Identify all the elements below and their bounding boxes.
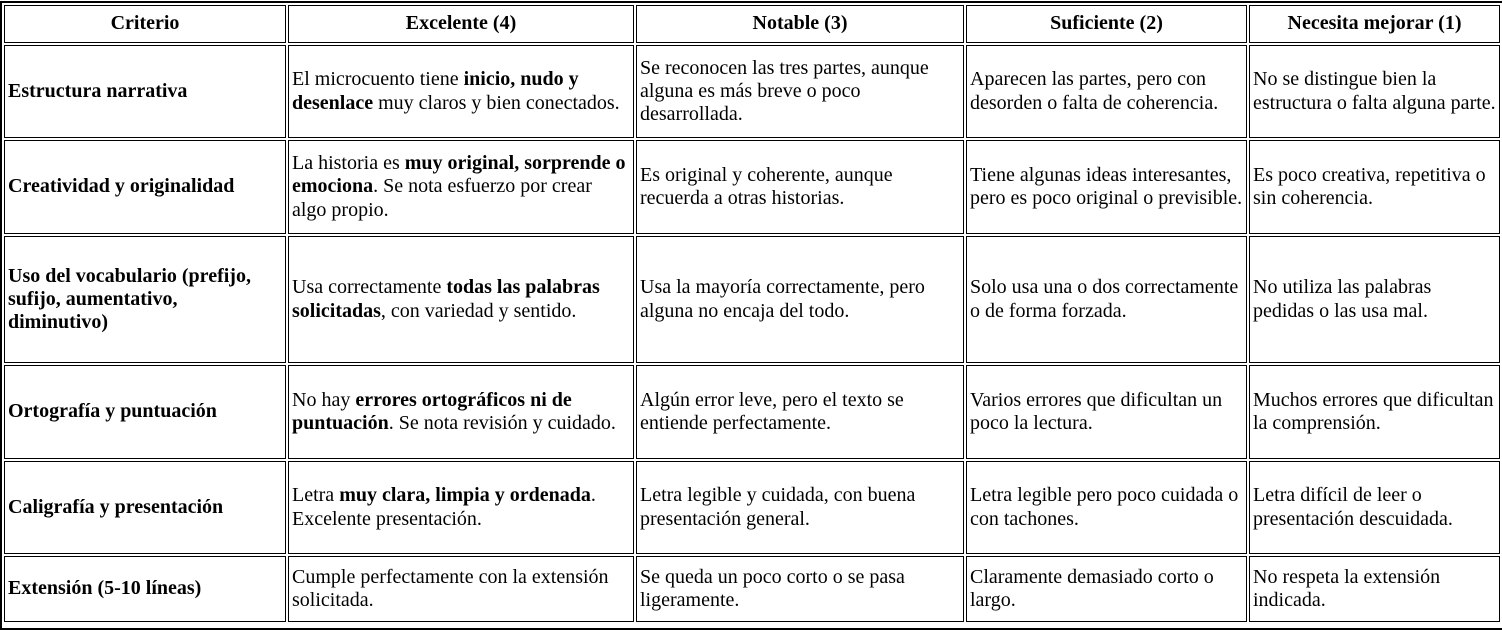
rubric-table-body (4, 45, 1500, 622)
table-row (4, 365, 1500, 459)
level-cell: Letra muy clara, limpia y ordenada. Excelente presentación. (288, 461, 634, 554)
level-cell: Claramente demasiado corto o largo. (966, 556, 1247, 622)
level-cell: Es poco creativa, repetitiva o sin coherencia. (1249, 140, 1500, 234)
level-cell: Usa correctamente todas las palabras solicitadas, con variedad y sentido. (288, 236, 634, 363)
criterion-cell: Extensión (5-10 líneas) (4, 556, 286, 622)
table-row (4, 140, 1500, 234)
level-cell: Usa la mayoría correctamente, pero alguna no encaja del todo. (636, 236, 964, 363)
level-cell: Algún error leve, pero el texto se entiende perfectamente. (636, 365, 964, 459)
criterion-cell: Uso del vocabulario (prefijo, sufijo, aumentativo, diminutivo) (4, 236, 286, 363)
level-cell: No respeta la extensión indicada. (1249, 556, 1500, 622)
level-cell: No hay errores ortográficos ni de puntuación. Se nota revisión y cuidado. (288, 365, 634, 459)
level-cell: Muchos errores que dificultan la comprensión. (1249, 365, 1500, 459)
level-cell: La historia es muy original, sorprende o emociona. Se nota esfuerzo por crear algo propio. (288, 140, 634, 234)
table-row (4, 236, 1500, 363)
column-header: Notable (3) (636, 5, 964, 43)
column-header: Criterio (4, 5, 286, 43)
column-header: Suficiente (2) (966, 5, 1247, 43)
level-cell: Letra legible y cuidada, con buena presentación general. (636, 461, 964, 554)
level-cell: Cumple perfectamente con la extensión solicitada. (288, 556, 634, 622)
rubric-table (0, 1, 1502, 630)
criterion-cell: Creatividad y originalidad (4, 140, 286, 234)
level-cell: Es original y coherente, aunque recuerda a otras historias. (636, 140, 964, 234)
table-row (4, 45, 1500, 138)
table-row (4, 461, 1500, 554)
level-cell: Se reconocen las tres partes, aunque alguna es más breve o poco desarrollada. (636, 45, 964, 138)
level-cell: Varios errores que dificultan un poco la lectura. (966, 365, 1247, 459)
level-cell: No utiliza las palabras pedidas o las usa mal. (1249, 236, 1500, 363)
table-row (4, 556, 1500, 622)
level-cell: Tiene algunas ideas interesantes, pero es poco original o previsible. (966, 140, 1247, 234)
level-cell: Aparecen las partes, pero con desorden o falta de coherencia. (966, 45, 1247, 138)
level-cell: Letra legible pero poco cuidada o con tachones. (966, 461, 1247, 554)
level-cell: No se distingue bien la estructura o falta alguna parte. (1249, 45, 1500, 138)
column-header: Excelente (4) (288, 5, 634, 43)
column-header: Necesita mejorar (1) (1249, 5, 1500, 43)
level-cell: Se queda un poco corto o se pasa ligeramente. (636, 556, 964, 622)
criterion-cell: Caligrafía y presentación (4, 461, 286, 554)
level-cell: El microcuento tiene inicio, nudo y desenlace muy claros y bien conectados. (288, 45, 634, 138)
criterion-cell: Estructura narrativa (4, 45, 286, 138)
level-cell: Letra difícil de leer o presentación descuidada. (1249, 461, 1500, 554)
level-cell: Solo usa una o dos correctamente o de forma forzada. (966, 236, 1247, 363)
header-row (4, 5, 1500, 43)
criterion-cell: Ortografía y puntuación (4, 365, 286, 459)
